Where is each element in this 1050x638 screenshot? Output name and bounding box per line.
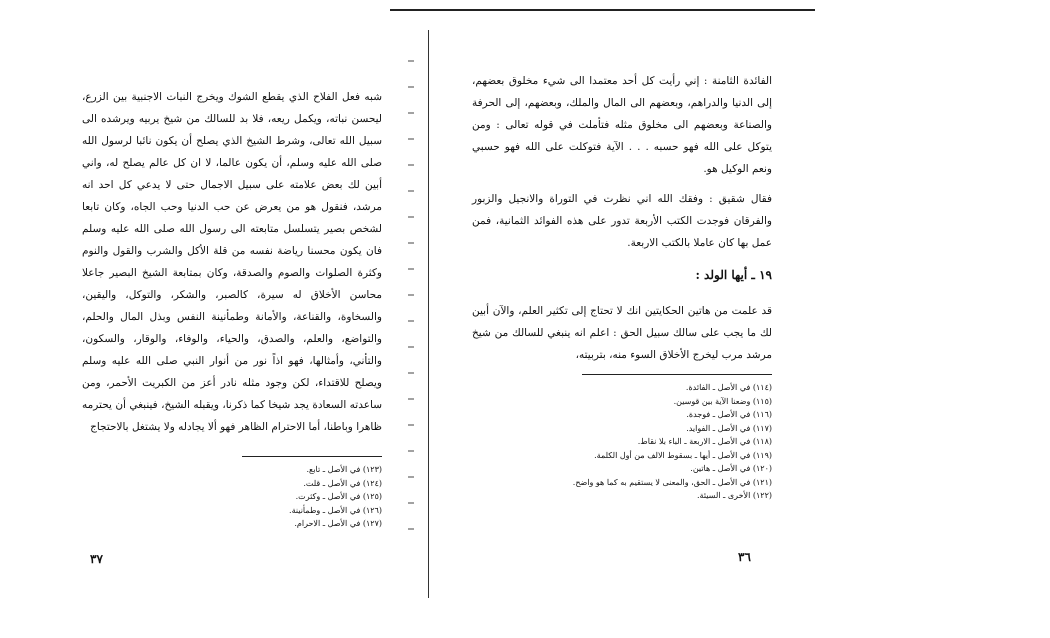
footnote-rule xyxy=(582,374,772,375)
section-heading: ١٩ ـ أيها الولد : xyxy=(695,268,772,282)
gutter-rule xyxy=(428,30,429,598)
footnote: (١٢٤) في الأصل ـ قلت. xyxy=(303,478,382,488)
footnote: (١١٤) في الأصل ـ الفائدة. xyxy=(685,383,772,392)
left-page xyxy=(82,86,382,531)
footnote: (١١٦) في الأصل ـ فوجدة. xyxy=(686,410,772,419)
footnote: (١٢١) في الأصل ـ الحق، والمعنى لا يستقيم به كما هو واضح. xyxy=(572,477,772,487)
right-paragraph: قد علمت من هاتين الحكايتين انك لا تحتاج إلى تكثير العلم، والآن أبين لك ما يجب على سالك سبيل الحق : اعلم انه ينبغي للسالك من شيخ مرشد مرب ليخرج الأخلاق السوء منه، بتربيته، xyxy=(472,305,772,361)
right-paragraph: فقال شقيق : وفقك الله اني نظرت في التوراة والانجيل والزبور والفرقان فوجدت الكتب الأربعة تدور على هذه الفوائد الثمانية، فمن عمل بها كان عاملا بالكتب الاربعة. xyxy=(472,193,772,249)
right-footnotes xyxy=(472,381,772,503)
right-page xyxy=(472,70,772,503)
scan-edge-marks xyxy=(408,60,414,540)
left-page-body xyxy=(82,86,382,438)
footnote: (١٢٣) في الأصل ـ تابع. xyxy=(306,465,382,474)
footnote: (١٢٦) في الأصل ـ وطمأنينة. xyxy=(289,505,382,515)
footnote: (١٢٠) في الأصل ـ هاتين. xyxy=(690,464,772,473)
page-number-right: ٣٦ xyxy=(738,550,751,564)
left-paragraph: شبه فعل الفلاح الذي يقطع الشوك ويخرج النبات الاجنبية بين الزرع، ليحسن نباته، ويكمل ريعه، فلا بد للسالك من شيخ يربيه ويرشده الى سبيل الله تعالى، وشرط الشيخ الذي يصلح أن يكون نائبا لرسول الله صلى الله عليه وسلم، أن يكون عالما، لا ان كل عالم يصلح له، واني أبين لك بعض علامته على سبيل الاجمال حتى لا يدعي كل احد انه مرشد، فنقول هو من يعرض عن حب الدنيا وحب الجاه، وكان تابعا لشخص بصير يتسلسل متابعته الى رسول الله صلى الله عليه وسلم فان يكون محسنا رياضة نفسه من قلة الأكل والشرب والقول والنوم وكثرة الصلوات والصوم والصدقة، وكان بمتابعة الشيخ البصير جاعلا محاسن الأخلاق له سيرة، كالصبر، والشكر، والتوكل، واليقين، والسخاوة، والقناعة، والأمانة وطمأنينة النفس وبذل المال والحلم، والتواضع، والعلم، والصدق، والحياء، والوفاء، والوقار، والسكون، والتأني، وأمثالها، فهو اذاً نور من أنوار النبي صلى الله عليه وسلم ويصلح للاقتداء، لكن وجود مثله نادر أعز من الكبريت الأحمر، ومن ساعدته السعادة يجد شيخا كما ذكرنا، ويقبله الشيخ، فينبغي أن يحترمه ظاهرا وباطنا، أما الاحترام الظاهر فهو ألا يجادله ولا يشتغل بالاحتجاج xyxy=(82,91,382,433)
footnote: (١١٥) وضعنا الآية بين قوسين. xyxy=(673,396,772,406)
page-number-left: ٣٧ xyxy=(90,552,103,566)
top-rule xyxy=(390,9,815,11)
left-footnotes xyxy=(82,463,382,531)
right-paragraph: الفائدة الثامنة : إني رأيت كل أحد معتمدا الى شيء مخلوق بعضهم، إلى الدنيا والدراهم، وبعضهم الى المال والملك، وبعضهم، إلى الحرفة والصناعة وبعضهم الى مخلوق مثله فتأملت في قوله تعالى : ومن يتوكل على الله فهو حسبه . . . الآية فتوكلت على الله فهو حسبي ونعم الوكيل هو. xyxy=(472,75,772,175)
footnote: (١٢٥) في الأصل ـ وكثرت. xyxy=(295,492,382,501)
footnote: (١٢٢) الأخرى ـ السيئة. xyxy=(697,491,772,500)
footnote: (١٢٧) في الأصل ـ الاحرام. xyxy=(294,519,382,528)
footnote: (١١٧) في الأصل ـ الفوايد. xyxy=(686,423,772,433)
right-page-body xyxy=(472,70,772,366)
footnote: (١١٨) في الأصل ـ الاربعة ـ الباء بلا نقاط. xyxy=(637,437,772,446)
footnote-rule xyxy=(242,456,382,457)
footnote: (١١٩) في الأصل ـ أيها ـ بسقوط الالف من أول الكلمة. xyxy=(594,450,772,460)
